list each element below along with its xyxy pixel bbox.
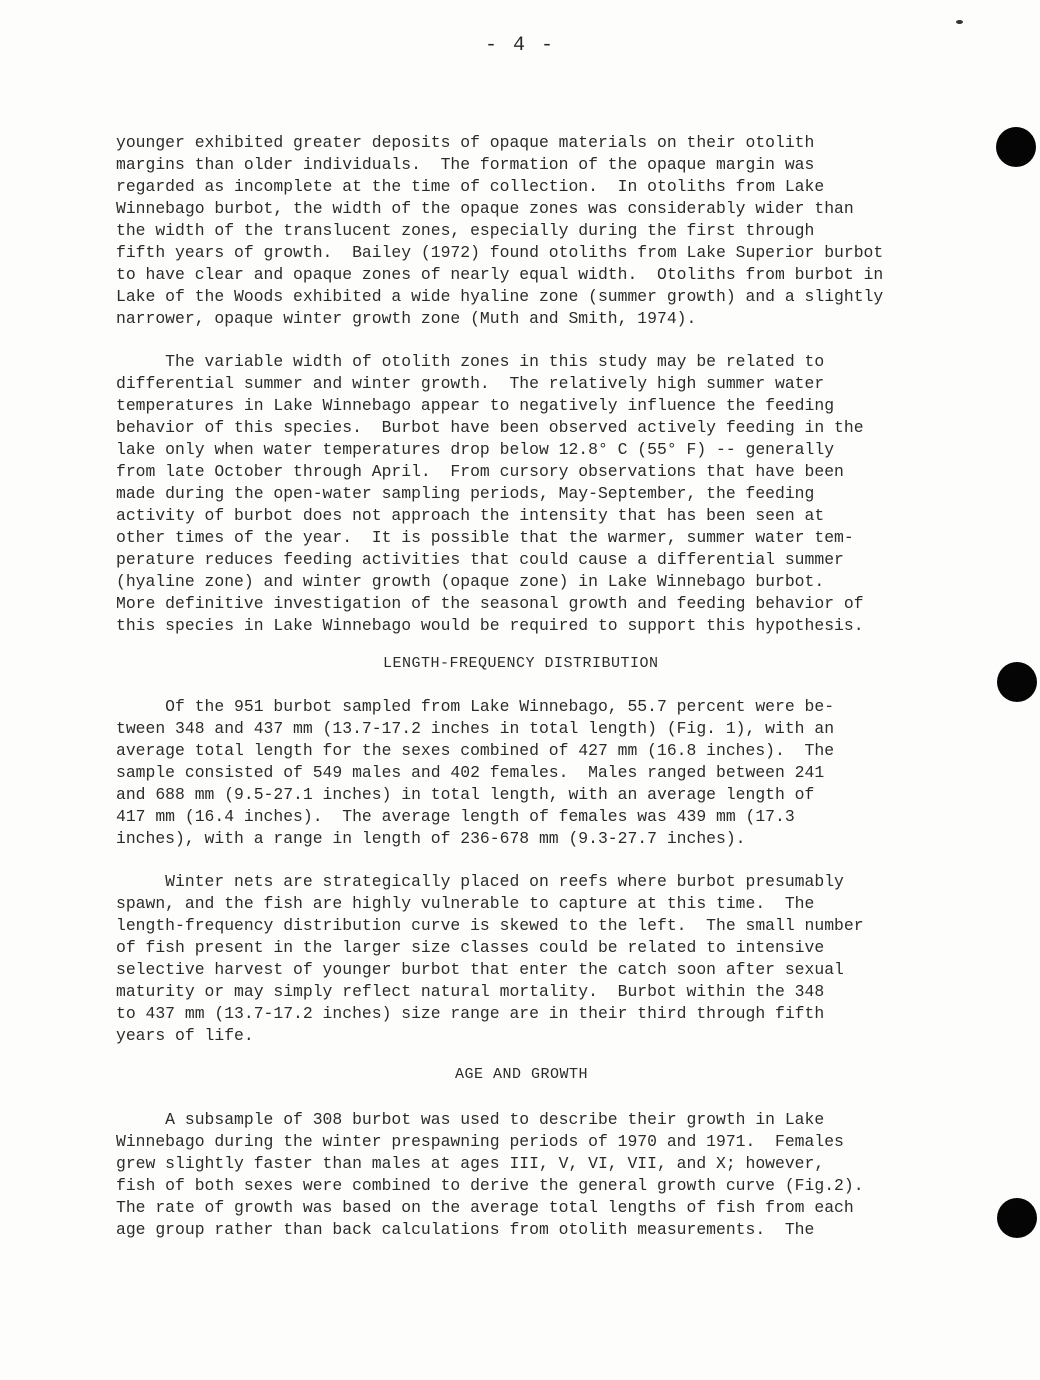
- text-line: (hyaline zone) and winter growth (opaque zone) in Lake Winnebago burbot.: [116, 572, 825, 591]
- text-line: fifth years of growth. Bailey (1972) found otoliths from Lake Superior burbot: [116, 243, 884, 262]
- section-heading: AGE AND GROWTH: [455, 1066, 589, 1083]
- text-line: selective harvest of younger burbot that enter the catch soon after sexual: [116, 960, 844, 979]
- text-line: Winnebago during the winter prespawning periods of 1970 and 1971. Females: [116, 1132, 844, 1151]
- text-line: tween 348 and 437 mm (13.7-17.2 inches in total length) (Fig. 1), with an: [116, 719, 835, 738]
- text-line: length-frequency distribution curve is skewed to the left. The small number: [116, 916, 864, 935]
- text-line: margins than older individuals. The formation of the opaque margin was: [116, 155, 815, 174]
- text-line: perature reduces feeding activities that could cause a differential summer: [116, 550, 844, 569]
- text-line: sample consisted of 549 males and 402 females. Males ranged between 241: [116, 763, 825, 782]
- punch-hole: [996, 127, 1036, 167]
- text-line: A subsample of 308 burbot was used to describe their growth in Lake: [116, 1110, 825, 1129]
- text-line: lake only when water temperatures drop below 12.8° C (55° F) -- generally: [116, 440, 835, 459]
- text-line: Winnebago burbot, the width of the opaque zones was considerably wider than: [116, 199, 854, 218]
- text-line: More definitive investigation of the seasonal growth and feeding behavior of: [116, 594, 864, 613]
- speck-mark: [956, 20, 963, 24]
- section-heading: LENGTH-FREQUENCY DISTRIBUTION: [383, 655, 659, 672]
- text-line: to 437 mm (13.7-17.2 inches) size range are in their third through fifth: [116, 1004, 825, 1023]
- text-line: Of the 951 burbot sampled from Lake Winnebago, 55.7 percent were be-: [116, 697, 835, 716]
- text-line: regarded as incomplete at the time of collection. In otoliths from Lake: [116, 177, 825, 196]
- text-line: The variable width of otolith zones in this study may be related to: [116, 352, 825, 371]
- text-line: spawn, and the fish are highly vulnerable to capture at this time. The: [116, 894, 815, 913]
- text-line: to have clear and opaque zones of nearly equal width. Otoliths from burbot in: [116, 265, 884, 284]
- punch-hole: [997, 662, 1037, 702]
- text-line: temperatures in Lake Winnebago appear to negatively influence the feeding: [116, 396, 835, 415]
- text-line: average total length for the sexes combined of 427 mm (16.8 inches). The: [116, 741, 835, 760]
- text-line: younger exhibited greater deposits of opaque materials on their otolith: [116, 133, 815, 152]
- text-line: maturity or may simply reflect natural mortality. Burbot within the 348: [116, 982, 825, 1001]
- text-line: grew slightly faster than males at ages III, V, VI, VII, and X; however,: [116, 1154, 825, 1173]
- text-line: from late October through April. From cursory observations that have been: [116, 462, 844, 481]
- text-line: Winter nets are strategically placed on reefs where burbot presumably: [116, 872, 844, 891]
- text-line: the width of the translucent zones, especially during the first through: [116, 221, 815, 240]
- text-line: this species in Lake Winnebago would be required to support this hypothesis.: [116, 616, 864, 635]
- text-line: The rate of growth was based on the average total lengths of fish from each: [116, 1198, 854, 1217]
- text-line: and 688 mm (9.5-27.1 inches) in total length, with an average length of: [116, 785, 815, 804]
- text-line: age group rather than back calculations from otolith measurements. The: [116, 1220, 815, 1239]
- text-line: 417 mm (16.4 inches). The average length of females was 439 mm (17.3: [116, 807, 795, 826]
- text-line: fish of both sexes were combined to derive the general growth curve (Fig.2).: [116, 1176, 864, 1195]
- text-line: Lake of the Woods exhibited a wide hyaline zone (summer growth) and a slightly: [116, 287, 884, 306]
- text-line: inches), with a range in length of 236-678 mm (9.3-27.7 inches).: [116, 829, 746, 848]
- text-line: differential summer and winter growth. The relatively high summer water: [116, 374, 825, 393]
- page-number: - 4 -: [484, 34, 555, 57]
- text-line: of fish present in the larger size classes could be related to intensive: [116, 938, 825, 957]
- text-line: narrower, opaque winter growth zone (Muth and Smith, 1974).: [116, 309, 697, 328]
- text-line: other times of the year. It is possible that the warmer, summer water tem-: [116, 528, 854, 547]
- text-line: activity of burbot does not approach the intensity that has been seen at: [116, 506, 825, 525]
- text-line: behavior of this species. Burbot have been observed actively feeding in the: [116, 418, 864, 437]
- text-line: made during the open-water sampling periods, May-September, the feeding: [116, 484, 815, 503]
- punch-hole: [997, 1198, 1037, 1238]
- text-line: years of life.: [116, 1026, 254, 1045]
